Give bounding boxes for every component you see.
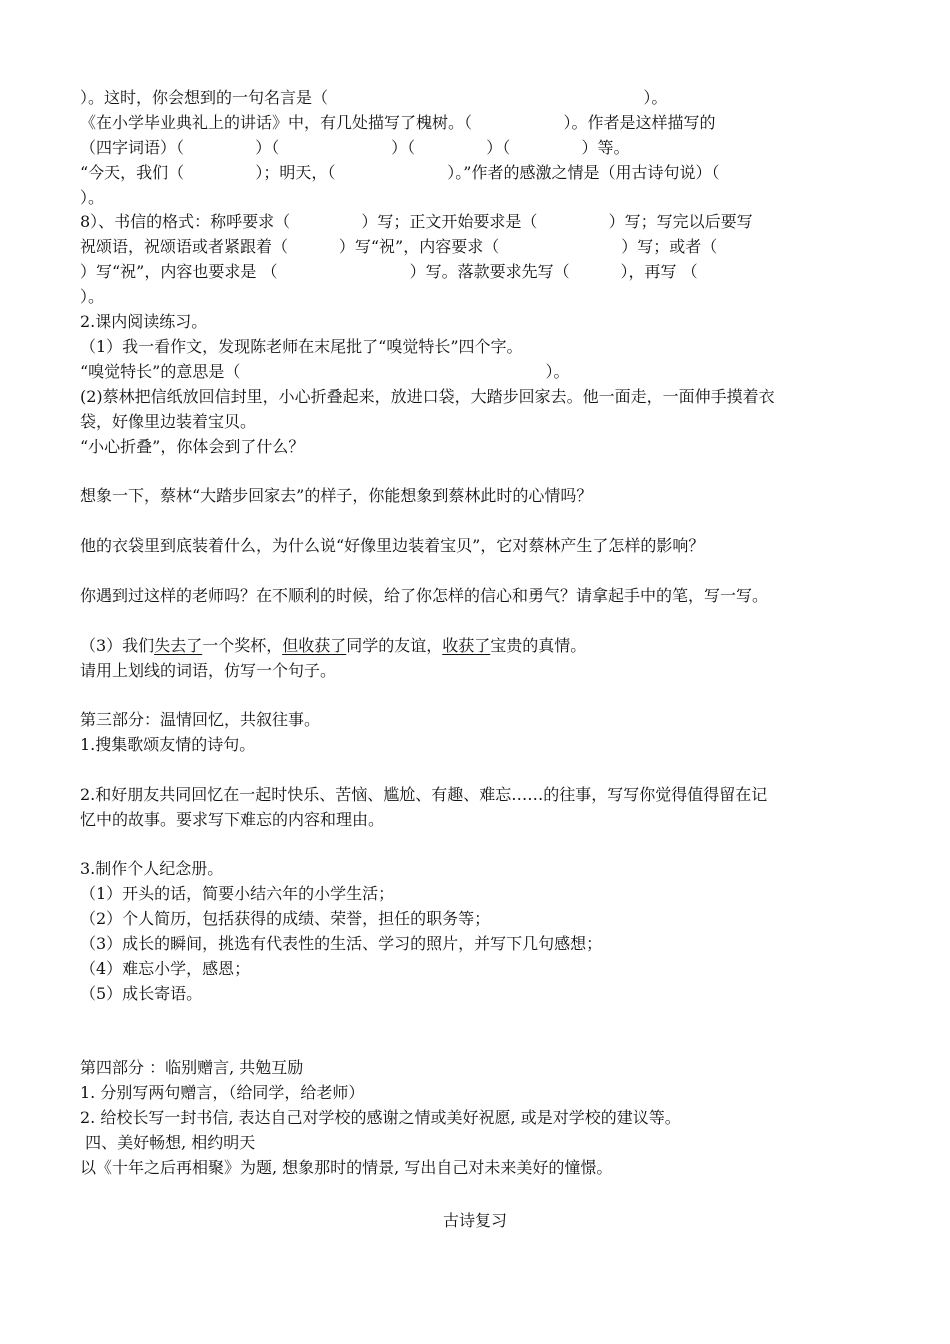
letter-format-line-1: 8）、书信的格式：称呼要求（ ）写；正文开始要求是（ ）写；写完以后要写: [80, 212, 753, 231]
reading-q1-blank: “嗅觉特长”的意思是（ ）。: [80, 362, 570, 381]
part3-item-3: 3.制作个人纪念册。: [80, 859, 224, 878]
q3-underlined-1: 失去了: [154, 636, 203, 655]
reading-q2-d: 你遇到过这样的老师吗？在不顺利的时候，给了你怎样的信心和勇气？请拿起手中的笔，写一写。: [80, 586, 769, 605]
part3-sub-4: （4）难忘小学，感恩；: [80, 959, 251, 978]
letter-format-line-3: ）写“祝”，内容也要求是 （ ）写。落款要求先写（ ），再写 （: [80, 262, 698, 281]
part4-item-2: 2. 给校长写一封书信, 表达自己对学校的感谢之情或美好祝愿, 或是对学校的建议等。: [80, 1108, 681, 1127]
reading-heading: 2.课内阅读练习。: [80, 312, 208, 331]
part3-sub-2: （2）个人简历，包括获得的成绩、荣誉，担任的职务等；: [80, 909, 491, 928]
part3-heading: 第三部分：温情回忆，共叙往事。: [80, 710, 321, 729]
part4-item-1: 1. 分别写两句赠言，（给同学，给老师）: [80, 1083, 365, 1102]
part3-sub-1: （1）开头的话，简要小结六年的小学生活；: [80, 884, 395, 903]
quote-line-3: （四字词语）（ ）（ ）（ ）（ ）等。: [80, 138, 630, 157]
q3-underlined-2: 但收获了: [282, 636, 347, 655]
q3-underlined-3: 收获了: [442, 636, 491, 655]
part3-sub-5: （5）成长寄语。: [80, 984, 203, 1003]
part3-item-1: 1.搜集歌颂友情的诗句。: [80, 735, 256, 754]
footer-title: 古诗复习: [442, 1211, 507, 1230]
reading-q3-sentence: [80, 634, 586, 658]
part4-heading: 第四部分 ：临别赠言, 共勉互励: [80, 1058, 304, 1077]
reading-q3-task: 请用上划线的词语，仿写一个句子。: [80, 661, 337, 680]
reading-q2-a: “小心折叠”，你体会到了什么？: [80, 437, 305, 456]
q3-text-4: 宝贵的真情。: [490, 636, 587, 655]
part3-item-2-line-2: 忆中的故事。要求写下难忘的内容和理由。: [80, 810, 385, 829]
q3-text-2: 一个奖杯，: [202, 636, 283, 655]
part3-item-2-line-1: 2.和好朋友共同回忆在一起时快乐、苦恼、尴尬、有趣、难忘……的往事，写写你觉得值得留在记: [80, 785, 768, 804]
letter-format-line-4: ）。: [80, 287, 105, 306]
quote-line-2: 《在小学毕业典礼上的讲话》中，有几处描写了槐树。（ ）。作者是这样描写的: [80, 113, 716, 132]
reading-q2-line-1: (2)蔡林把信纸放回信封里，小心折叠起来，放进口袋，大踏步回家去。他一面走，一面伸手摸着衣: [80, 387, 775, 406]
part4-sub-heading: 四、美好畅想, 相约明天: [80, 1133, 256, 1152]
part3-sub-3: （3）成长的瞬间，挑选有代表性的生活、学习的照片，并写下几句感想；: [80, 934, 603, 953]
quote-line-1: ）。这时，你会想到的一句名言是（ ）。: [80, 88, 668, 107]
part4-task: 以《十年之后再相聚》为题, 想象那时的情景, 写出自己对未来美好的憧憬。: [80, 1158, 613, 1177]
quote-line-5: ）。: [80, 188, 105, 207]
reading-q2-c: 他的衣袋里到底装着什么，为什么说“好像里边装着宝贝”，它对蔡林产生了怎样的影响？: [80, 536, 705, 555]
reading-q2-line-2: 袋，好像里边装着宝贝。: [80, 412, 257, 431]
letter-format-line-2: 祝颂语，祝颂语或者紧跟着（ ）写“祝”，内容要求（ ）写；或者（: [80, 237, 718, 256]
q3-text-1: （3）我们: [80, 636, 155, 655]
reading-q1: （1）我一看作文，发现陈老师在末尾批了“嗅觉特长”四个字。: [80, 337, 523, 356]
quote-line-4: “今天，我们（ ）；明天，（ ）。”作者的感激之情是（用古诗句说）（: [80, 163, 720, 182]
q3-text-3: 同学的友谊，: [346, 636, 443, 655]
reading-q2-b: 想象一下，蔡林“大踏步回家去”的样子，你能想象到蔡林此时的心情吗？: [80, 486, 593, 505]
